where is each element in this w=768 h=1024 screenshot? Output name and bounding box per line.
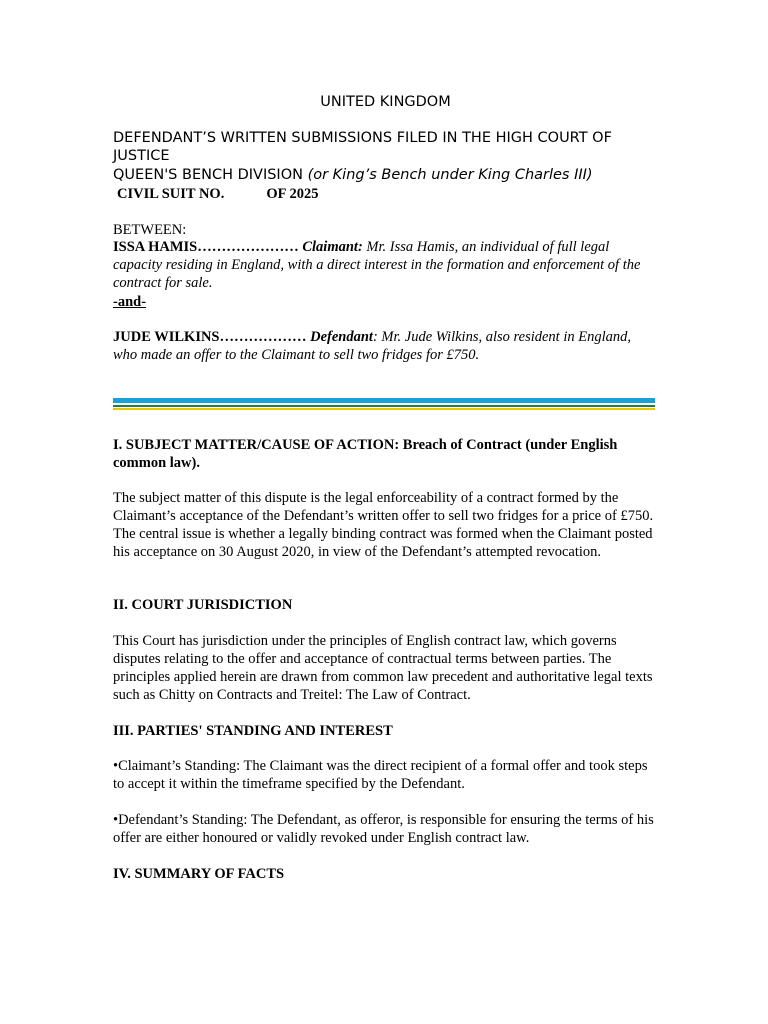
division-note: (or King’s Bench under King Charles III)	[307, 167, 593, 183]
country-heading: UNITED KINGDOM	[320, 94, 451, 110]
section-heading-standing: III. PARTIES' STANDING AND INTEREST	[113, 723, 393, 739]
suit-label: CIVIL SUIT NO.	[117, 186, 225, 202]
section-paragraph: This Court has jurisdiction under the principles of English contract law, which governs disputes relating to the offer and acceptance of contractual terms between parties. The principles applied herein are drawn from common law precedent and authoritative legal texts such as Chitty on Contracts and Treitel: The Law of Contract.	[113, 633, 653, 703]
section-heading-jurisdiction: II. COURT JURISDICTION	[113, 597, 293, 613]
suit-year: OF 2025	[266, 186, 319, 202]
section-paragraph: •Claimant’s Standing: The Claimant was the direct recipient of a formal offer and took steps to accept it within the timeframe specified by the Defendant.	[113, 758, 648, 792]
defendant-role: Defendant	[310, 329, 373, 345]
document-title: DEFENDANT’S WRITTEN SUBMISSIONS FILED IN THE HIGH COURT OF JUSTICE	[113, 130, 612, 164]
claimant-block	[113, 238, 658, 292]
suit-number	[117, 185, 662, 203]
section-paragraph: •Defendant’s Standing: The Defendant, as offeror, is responsible for ensuring the terms of his offer are either honoured or validly revoked under English contract law.	[113, 812, 654, 846]
between-label: BETWEEN:	[113, 222, 187, 238]
claimant-description: Mr. Issa Hamis, an individual of full legal capacity residing in England, with a direct interest in the formation and enforcement of the contract for sale.	[113, 239, 641, 291]
section-heading-subject-matter: I. SUBJECT MATTER/CAUSE OF ACTION: Breach of Contract (under English common law).	[113, 437, 618, 471]
horizontal-rule	[113, 398, 655, 410]
section-paragraph: The subject matter of this dispute is the legal enforceability of a contract formed by the Claimant’s acceptance of the Defendant’s written offer to sell two fridges for a price of £750. The central issue is whether a legally binding contract was formed when the Claimant posted his acceptance on 30 August 2020, in view of the Defendant’s attempted revocation.	[113, 490, 654, 560]
defendant-name: JUDE WILKINS………………	[113, 329, 307, 345]
defendant-description: : Mr. Jude Wilkins, also resident in England, who made an offer to the Claimant to sell two fridges for £750.	[113, 329, 631, 363]
and-separator: -and-	[113, 294, 147, 310]
court-division	[113, 166, 658, 184]
section-heading-facts: IV. SUMMARY OF FACTS	[113, 866, 285, 882]
defendant-block	[113, 328, 658, 364]
division-name: QUEEN'S BENCH DIVISION	[113, 167, 303, 183]
claimant-role: Claimant:	[302, 239, 363, 255]
claimant-name: ISSA HAMIS…………………	[113, 239, 299, 255]
